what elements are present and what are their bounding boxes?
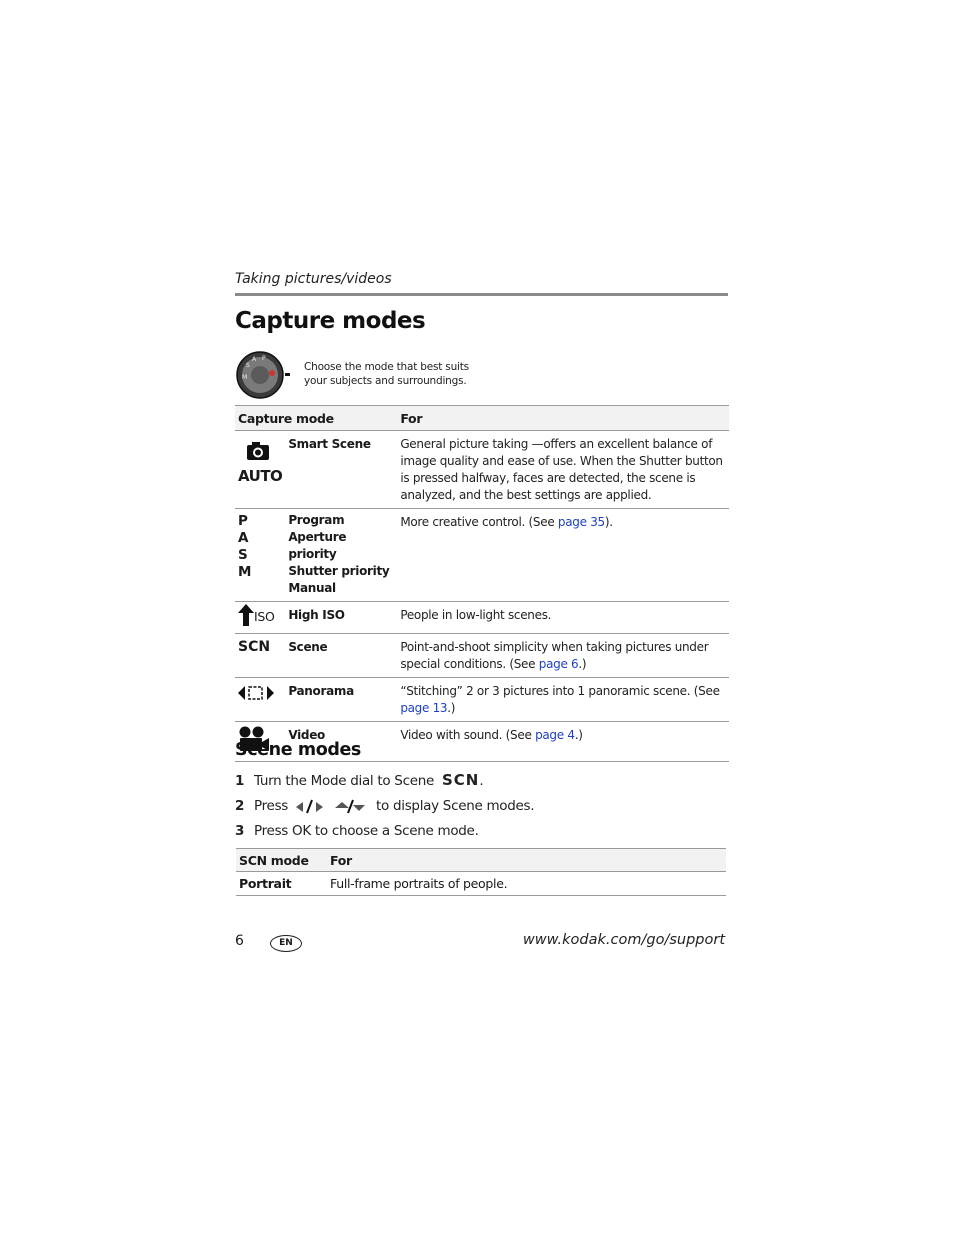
letter-m: M: [238, 564, 252, 580]
page-title: Capture modes: [235, 308, 426, 334]
letter-s: S: [238, 547, 248, 563]
mode-description: [397, 678, 729, 722]
scn-mode-table: [236, 848, 726, 896]
svg-text:S: S: [246, 362, 250, 369]
scn-label: SCN: [235, 634, 285, 678]
desc-text: “Stitching” 2 or 3 pictures into 1 panoramic scene. (See: [400, 684, 720, 698]
col-header-for: For: [327, 849, 726, 872]
auto-label: AUTO: [238, 467, 283, 485]
step-number: 1: [235, 773, 245, 789]
support-url[interactable]: www.kodak.com/go/support: [522, 932, 725, 948]
mode-name: Panorama: [285, 678, 397, 722]
mode-name: High ISO: [285, 602, 397, 634]
language-badge: EN: [270, 935, 302, 952]
page-number: 6: [235, 933, 244, 949]
mode-name: Shutter priority: [288, 564, 390, 578]
mode-name: Manual: [288, 581, 336, 595]
step-text: Turn the Mode dial to Scene: [254, 773, 434, 789]
up-down-arrows-icon: [334, 798, 366, 814]
dial-caption-line: Choose the mode that best suits: [304, 361, 469, 373]
letter-p: P: [238, 513, 248, 529]
dial-caption-line: your subjects and surroundings.: [304, 375, 467, 387]
table-row: [236, 872, 726, 896]
svg-text:P: P: [262, 355, 266, 362]
mode-icon-cell: [235, 602, 285, 634]
page-link[interactable]: page 6: [538, 657, 579, 671]
iso-label: ISO: [254, 609, 275, 624]
page-link[interactable]: page 35: [557, 515, 605, 529]
capture-modes-table: [235, 405, 729, 762]
mode-description: People in low-light scenes.: [397, 602, 729, 634]
table-header-row: [235, 406, 729, 431]
mode-name: Aperture priority: [288, 530, 347, 561]
desc-text: .): [447, 701, 456, 715]
mode-names: [285, 509, 397, 602]
mode-icon-cell: [235, 431, 285, 509]
desc-text: .): [574, 728, 583, 742]
mode-name: Smart Scene: [285, 431, 397, 509]
table-row: [235, 602, 729, 634]
svg-text:A: A: [252, 356, 257, 363]
step-1: [235, 771, 483, 789]
mode-icon-cell: [235, 678, 285, 722]
scn-mode-description: Full-frame portraits of people.: [327, 872, 726, 896]
svg-text:M: M: [242, 374, 248, 381]
panorama-icon: [238, 685, 274, 701]
scn-icon: SCN: [441, 771, 480, 789]
step-2: [235, 798, 534, 814]
step-text: Press: [254, 798, 289, 814]
table-row: [235, 634, 729, 678]
pasm-letters: [235, 509, 285, 602]
mode-name: Program: [288, 513, 345, 527]
page-link[interactable]: page 4: [535, 728, 575, 742]
table-row: [235, 431, 729, 509]
scene-modes-heading: Scene modes: [235, 740, 361, 760]
scn-mode-name: Portrait: [236, 872, 327, 896]
step-text: Press OK to choose a Scene mode.: [254, 823, 479, 839]
mode-description: [397, 722, 729, 762]
step-number: 2: [235, 798, 245, 814]
desc-text: More creative control. (See: [400, 515, 558, 529]
high-iso-icon: [238, 604, 254, 626]
table-row: [235, 678, 729, 722]
desc-text: .): [578, 657, 587, 671]
col-header-capture-mode: Capture mode: [235, 406, 397, 431]
letter-a: A: [238, 530, 249, 546]
desc-text: ).: [604, 515, 613, 529]
mode-dial-icon: [236, 351, 292, 403]
section-label: Taking pictures/videos: [235, 271, 392, 287]
step-text: to display Scene modes.: [376, 798, 535, 814]
mode-description: General picture taking —offers an excellent balance of image quality and ease of use. When the Shutter button is pressed halfway, faces are detected, the scene is analyzed, and the best settings are applied.: [397, 431, 729, 509]
col-header-scn-mode: SCN mode: [236, 849, 327, 872]
step-3: [235, 823, 479, 839]
desc-text: Video with sound. (See: [400, 728, 536, 742]
step-number: 3: [235, 823, 245, 839]
mode-description: [397, 509, 729, 602]
table-header-row: [236, 849, 726, 872]
mode-name: Video: [285, 722, 397, 762]
header-rule: [235, 293, 728, 296]
left-right-arrows-icon: [296, 798, 324, 814]
mode-description: [397, 634, 729, 678]
page-link[interactable]: page 13: [400, 701, 448, 715]
desc-text: Point-and-shoot simplicity when taking pictures under special conditions. (See: [400, 640, 709, 671]
dial-caption: [304, 360, 469, 388]
mode-name: Scene: [285, 634, 397, 678]
col-header-for: For: [397, 406, 729, 431]
table-row: [235, 509, 729, 602]
step-suffix: .: [479, 773, 484, 789]
